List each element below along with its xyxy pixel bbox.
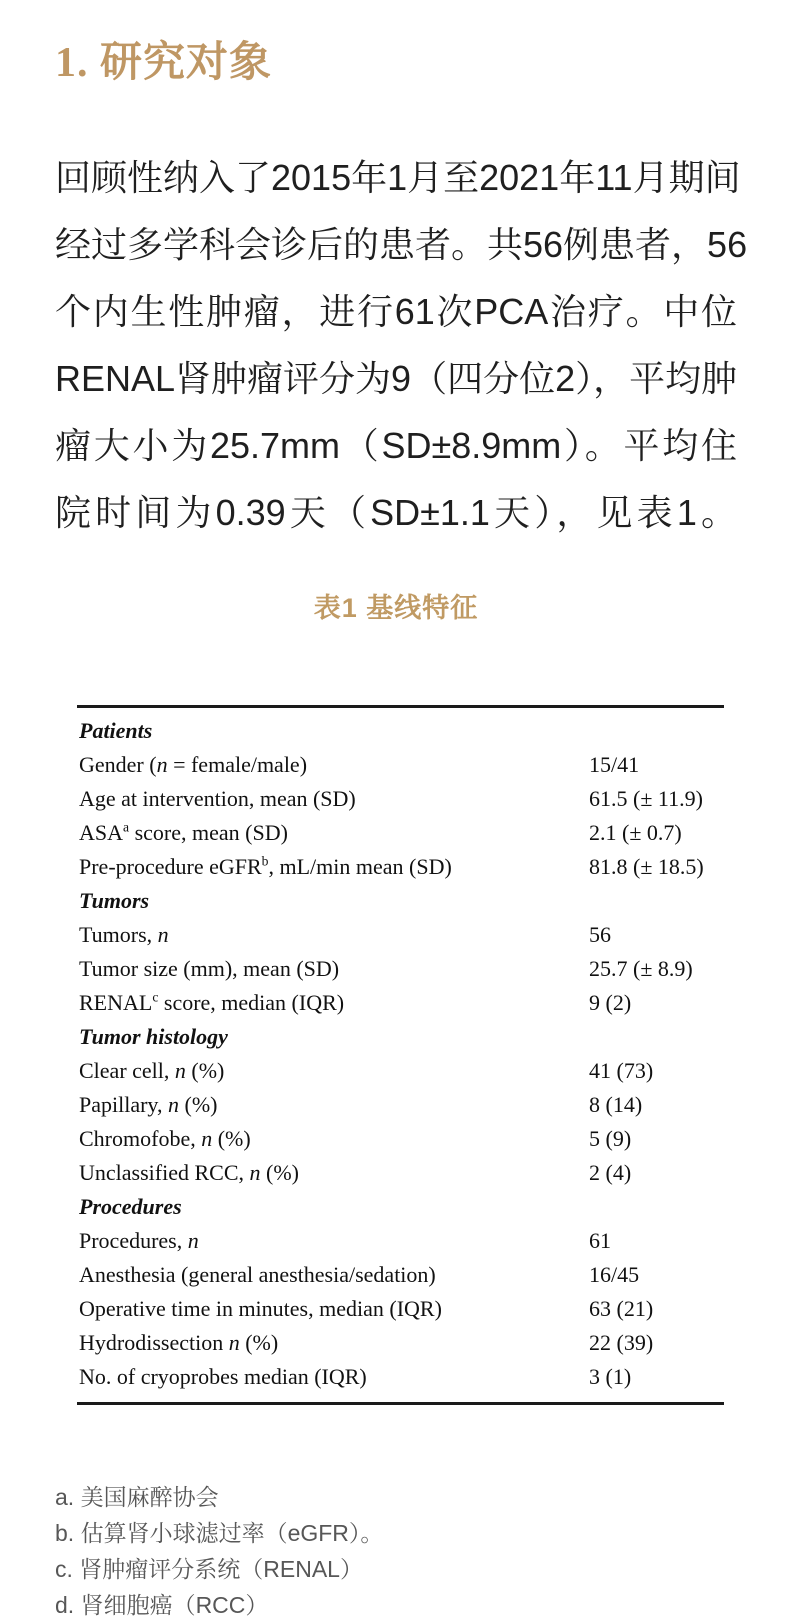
table-row xyxy=(77,1088,724,1122)
footnotes xyxy=(55,1479,737,1623)
table-row xyxy=(77,918,724,952)
table-row xyxy=(77,782,724,816)
table-row xyxy=(77,1292,724,1326)
table-row xyxy=(77,1122,724,1156)
row-label: Operative time in minutes, median (IQR) xyxy=(79,1296,442,1321)
row-value: 2.1 (± 0.7) xyxy=(589,820,682,845)
row-label: Age at intervention, mean (SD) xyxy=(79,786,356,811)
row-label: Clear cell, n (%) xyxy=(79,1058,225,1083)
paragraph-line: 回顾性纳入了2015年1月至2021年11月期间 xyxy=(55,157,741,198)
row-value: 5 (9) xyxy=(589,1126,632,1151)
paragraph-line: 瘤大小为25.7mm（SD±8.9mm）。平均住 xyxy=(55,425,737,466)
table-row xyxy=(77,1156,724,1190)
row-value: 56 xyxy=(589,922,611,947)
row-label: Chromofobe, n (%) xyxy=(79,1126,251,1151)
row-value: 8 (14) xyxy=(589,1092,643,1117)
row-value: 63 (21) xyxy=(589,1296,654,1321)
table-row xyxy=(77,986,724,1020)
table-row xyxy=(77,1224,724,1258)
table-row xyxy=(77,952,724,986)
row-label: Hydrodissection n (%) xyxy=(79,1330,279,1355)
row-value: 81.8 (± 18.5) xyxy=(589,854,704,879)
row-value: 9 (2) xyxy=(589,990,632,1015)
row-value: 25.7 (± 8.9) xyxy=(589,956,693,981)
row-value xyxy=(589,1190,724,1224)
row-value: 3 (1) xyxy=(589,1364,632,1389)
row-label: Tumors, n xyxy=(79,922,169,947)
row-value: 2 (4) xyxy=(589,1160,632,1185)
row-value xyxy=(589,714,724,748)
table-section-row xyxy=(77,1190,724,1224)
row-label: Unclassified RCC, n (%) xyxy=(79,1160,299,1185)
table-title: 表1 基线特征 xyxy=(313,593,479,623)
row-label: Procedures, n xyxy=(79,1228,199,1253)
table-row xyxy=(77,850,724,884)
row-value: 15/41 xyxy=(589,752,640,777)
footnote-line: d. 肾细胞癌（RCC） xyxy=(55,1592,269,1618)
row-value: 61.5 (± 11.9) xyxy=(589,786,703,811)
row-label: Gender (n = female/male) xyxy=(79,752,308,777)
paragraph-line: 院时间为0.39天（SD±1.1天），见表1。 xyxy=(55,492,737,533)
row-label: Tumor size (mm), mean (SD) xyxy=(79,956,340,981)
row-label: Tumor histology xyxy=(79,1024,228,1049)
row-value xyxy=(589,884,724,918)
row-label: RENAL$^c$ score, median (IQR) xyxy=(79,989,345,1015)
table-row xyxy=(77,1360,724,1394)
footnote-line: c. 肾肿瘤评分系统（RENAL） xyxy=(55,1556,363,1582)
paragraph-line: RENAL肾肿瘤评分为9（四分位2），平均肿 xyxy=(55,358,738,399)
row-value: 41 (73) xyxy=(589,1058,654,1083)
footnote-line: a. 美国麻醉协会 xyxy=(55,1484,219,1510)
row-label: Anesthesia (general anesthesia/sedation) xyxy=(79,1262,436,1287)
table-row xyxy=(77,1326,724,1360)
footnote-line: b. 估算肾小球滤过率（eGFR）。 xyxy=(55,1520,384,1546)
paragraph-line: 个内生性肿瘤，进行61次PCA治疗。中位 xyxy=(55,291,737,332)
table-section-row xyxy=(77,884,724,918)
table-row xyxy=(77,816,724,850)
row-label: Pre-procedure eGFR$^b$, mL/min mean (SD) xyxy=(79,853,452,879)
table-body xyxy=(77,714,724,1394)
row-value: 22 (39) xyxy=(589,1330,654,1355)
row-label: Papillary, n (%) xyxy=(79,1092,218,1117)
row-label: ASA$^a$ score, mean (SD) xyxy=(79,819,288,845)
row-label: No. of cryoprobes median (IQR) xyxy=(79,1364,367,1389)
body-paragraph xyxy=(55,144,748,546)
table-row xyxy=(77,1258,724,1292)
row-label: Tumors xyxy=(79,888,150,913)
table-section-row xyxy=(77,1020,724,1054)
table-section-row xyxy=(77,714,724,748)
table-row xyxy=(77,748,724,782)
row-value xyxy=(589,1020,724,1054)
baseline-table xyxy=(77,705,724,1405)
section-heading: 1. 研究对象 xyxy=(55,40,273,86)
row-label: Patients xyxy=(79,718,153,743)
row-label: Procedures xyxy=(79,1194,182,1219)
paragraph-line: 经过多学科会诊后的患者。共56例患者，56 xyxy=(55,224,748,265)
row-value: 16/45 xyxy=(589,1262,640,1287)
table-row xyxy=(77,1054,724,1088)
row-value: 61 xyxy=(589,1228,611,1253)
